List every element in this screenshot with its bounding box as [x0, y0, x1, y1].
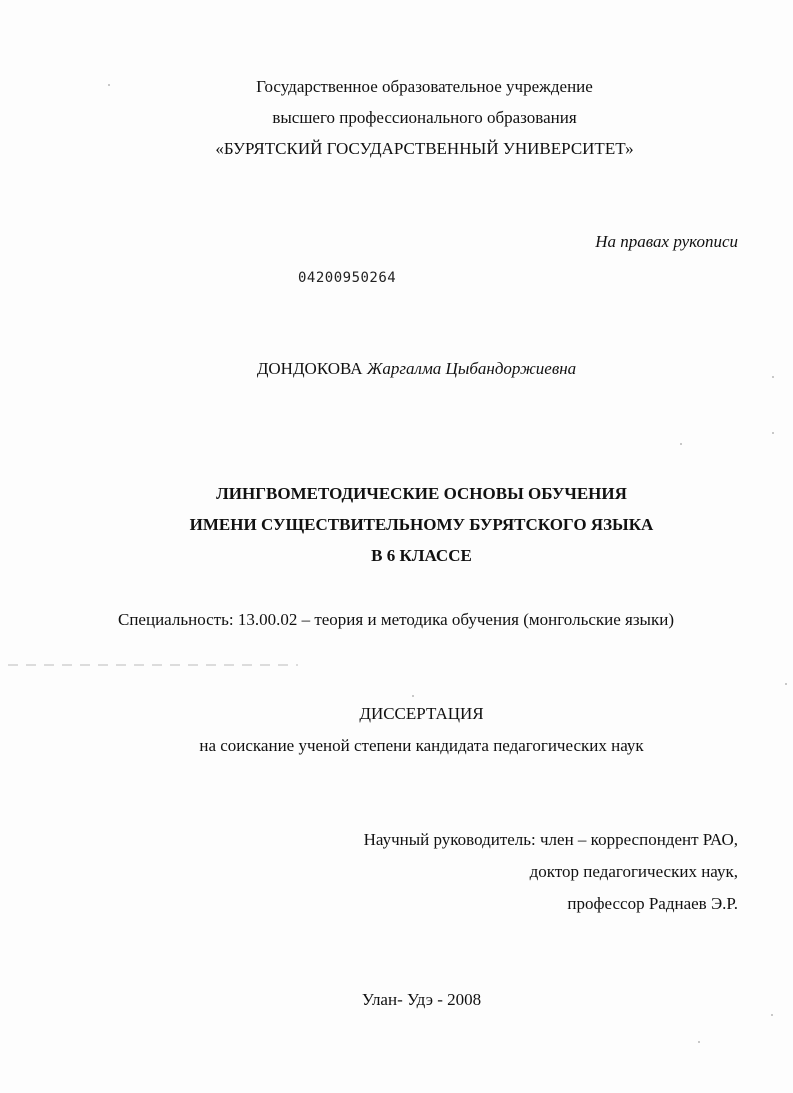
scan-speck — [108, 84, 110, 86]
registry-number: 04200950264 — [298, 270, 397, 286]
title-line-1: ЛИНГВОМЕТОДИЧЕСКИЕ ОСНОВЫ ОБУЧЕНИЯ — [216, 484, 627, 503]
scan-speck — [785, 683, 787, 685]
document-type: ДИССЕРТАЦИЯ — [359, 704, 484, 723]
advisor-line-1: Научный руководитель: член – корреспондент РАО, — [363, 830, 738, 849]
author-given-names: Жаргалма Цыбандоржиевна — [366, 359, 577, 378]
institution-line-2: высшего профессионального образования — [272, 108, 577, 127]
advisor-line-2: доктор педагогических наук, — [529, 862, 738, 881]
scan-speck — [772, 432, 774, 434]
scan-speck — [772, 376, 774, 378]
scan-speck — [680, 443, 682, 445]
author-surname: ДОНДОКОВА — [256, 359, 363, 378]
title-line-3: В 6 КЛАССЕ — [371, 546, 472, 565]
city-year: Улан- Удэ - 2008 — [361, 990, 482, 1009]
scan-artifact-dashes — [8, 664, 298, 666]
advisor-line-3: профессор Раднаев Э.Р. — [567, 894, 738, 913]
title-line-2: ИМЕНИ СУЩЕСТВИТЕЛЬНОМУ БУРЯТСКОГО ЯЗЫКА — [189, 515, 654, 534]
author-name — [0, 358, 793, 380]
manuscript-note: На правах рукописи — [595, 232, 738, 251]
scan-speck — [412, 695, 414, 697]
specialty: Специальность: 13.00.02 – теория и методика обучения (монгольские языки) — [118, 610, 674, 629]
scan-speck — [698, 1041, 700, 1043]
institution-line-1: Государственное образовательное учреждение — [256, 77, 593, 96]
institution-name: «БУРЯТСКИЙ ГОСУДАРСТВЕННЫЙ УНИВЕРСИТЕТ» — [215, 139, 634, 158]
degree-statement: на соискание ученой степени кандидата педагогических наук — [199, 736, 644, 755]
scan-speck — [771, 1014, 773, 1016]
